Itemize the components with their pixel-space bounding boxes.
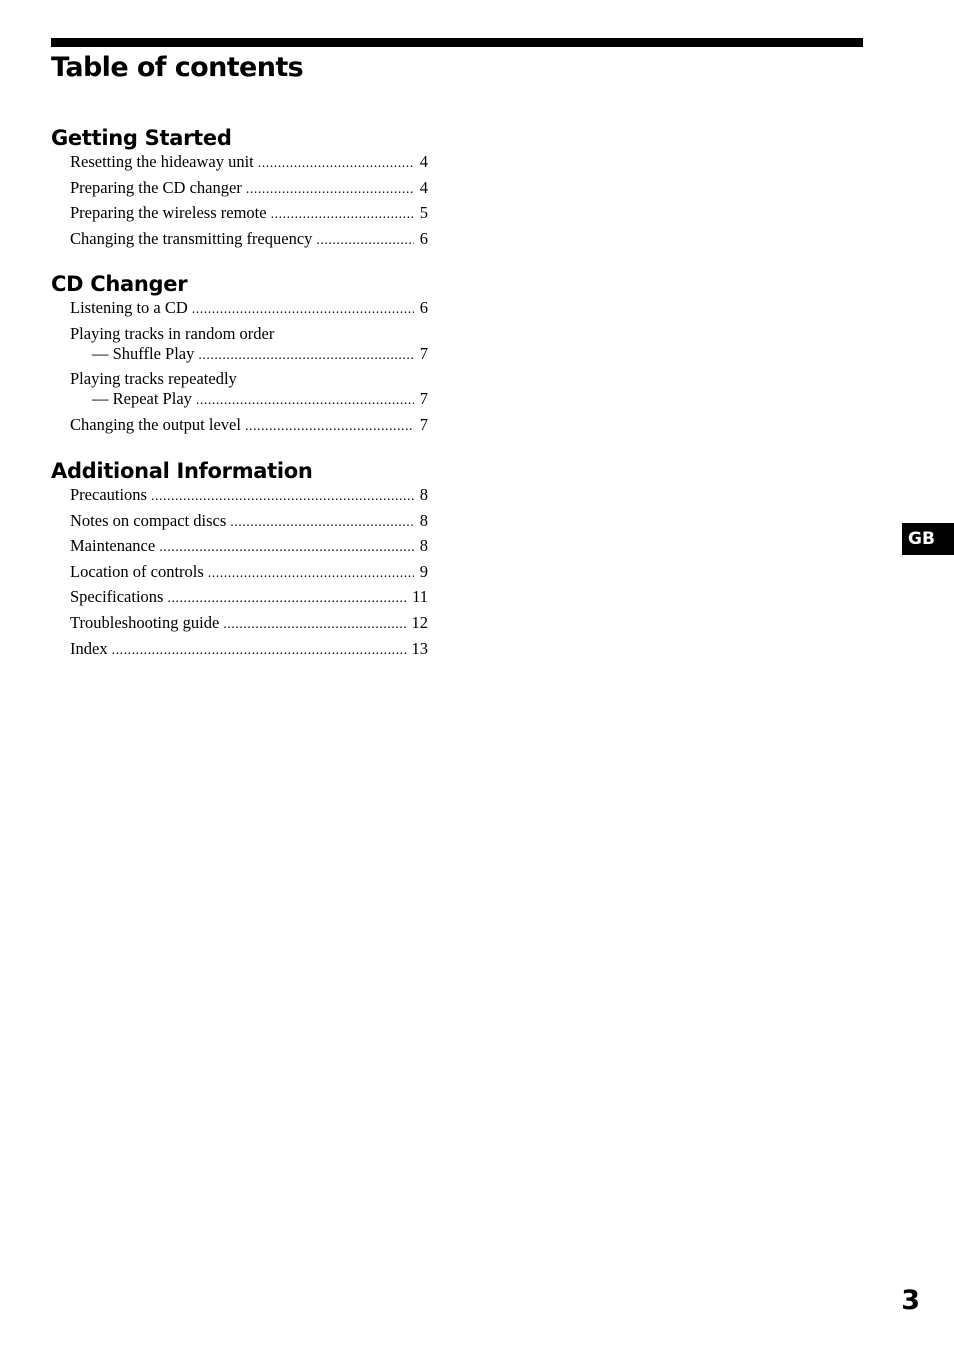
toc-list <box>70 152 428 251</box>
toc-entry-sublabel: — Repeat Play <box>92 389 192 409</box>
language-tab: GB <box>902 523 954 555</box>
dot-leader <box>167 589 407 609</box>
toc-entry-page: 12 <box>411 612 428 632</box>
dot-leader <box>258 154 414 174</box>
section-heading: Additional Information <box>51 459 313 483</box>
dot-leader <box>246 180 414 200</box>
toc-entry-label: Playing tracks in random order <box>70 323 275 343</box>
dot-leader <box>271 205 414 225</box>
toc-entry-page: 8 <box>419 510 428 530</box>
toc-entry[interactable] <box>70 203 428 225</box>
toc-entry-label: Listening to a CD <box>70 298 188 317</box>
dot-leader <box>316 231 414 251</box>
toc-entry[interactable] <box>70 485 428 507</box>
toc-entry[interactable] <box>70 415 428 437</box>
toc-entry-label: Changing the transmitting frequency <box>70 228 313 248</box>
dot-leader <box>245 417 414 437</box>
page-number: 3 <box>901 1285 920 1316</box>
toc-entry-page: 8 <box>419 536 428 556</box>
toc-entry[interactable] <box>70 178 428 200</box>
toc-entry-page: 4 <box>419 177 428 197</box>
toc-entry-page: 6 <box>419 228 428 248</box>
toc-entry-page: 13 <box>411 638 428 658</box>
toc-entry-label: Precautions <box>70 485 147 504</box>
section-heading: Getting Started <box>51 126 232 150</box>
toc-entry[interactable] <box>70 324 428 366</box>
toc-list <box>70 298 428 437</box>
toc-entry[interactable] <box>70 229 428 251</box>
dot-leader <box>151 487 414 507</box>
toc-entry-label: Preparing the wireless remote <box>70 203 267 223</box>
toc-entry-label: Resetting the hideaway unit <box>70 152 254 171</box>
top-rule <box>51 38 863 47</box>
toc-entry-label: Notes on compact discs <box>70 510 227 530</box>
toc-entry-page: 4 <box>419 152 428 171</box>
toc-entry-sublabel: — Shuffle Play <box>92 343 195 363</box>
toc-entry-page: 6 <box>419 298 428 317</box>
toc-entry-label: Preparing the CD changer <box>70 177 242 197</box>
toc-entry-page: 7 <box>419 343 428 363</box>
toc-entry[interactable] <box>70 536 428 558</box>
dot-leader <box>112 641 407 661</box>
toc-entry-page: 11 <box>412 587 428 607</box>
toc-list <box>70 485 428 661</box>
toc-entry-label: Location of controls <box>70 561 204 581</box>
toc-entry[interactable] <box>70 562 428 584</box>
section-cd-changer <box>51 270 431 440</box>
toc-entry-label: Maintenance <box>70 536 156 556</box>
toc-entry[interactable] <box>70 369 428 411</box>
toc-entry[interactable] <box>70 587 428 609</box>
section-getting-started <box>51 124 431 254</box>
dot-leader <box>230 513 414 533</box>
toc-entry-page: 8 <box>419 485 428 504</box>
toc-entry-label: Playing tracks repeatedly <box>70 369 237 389</box>
page-title: Table of contents <box>51 52 304 83</box>
dot-leader <box>192 300 414 320</box>
toc-entry[interactable] <box>70 152 428 174</box>
dot-leader <box>223 615 406 635</box>
dot-leader <box>196 391 414 411</box>
toc-entry-label: Specifications <box>70 587 164 607</box>
dot-leader <box>159 538 414 558</box>
dot-leader <box>208 564 414 584</box>
toc-entry-page: 7 <box>419 414 428 434</box>
toc-entry[interactable] <box>70 298 428 320</box>
toc-entry-page: 9 <box>419 561 428 581</box>
toc-entry-page: 5 <box>419 203 428 223</box>
section-additional-information <box>51 457 431 664</box>
toc-entry[interactable] <box>70 639 428 661</box>
section-heading: CD Changer <box>51 272 188 296</box>
toc-entry-page: 7 <box>419 389 428 409</box>
toc-entry[interactable] <box>70 613 428 635</box>
toc-entry[interactable] <box>70 511 428 533</box>
toc-entry-label: Troubleshooting guide <box>70 612 220 632</box>
dot-leader <box>198 346 414 366</box>
toc-entry-label: Changing the output level <box>70 414 241 434</box>
toc-entry-label: Index <box>70 638 108 658</box>
